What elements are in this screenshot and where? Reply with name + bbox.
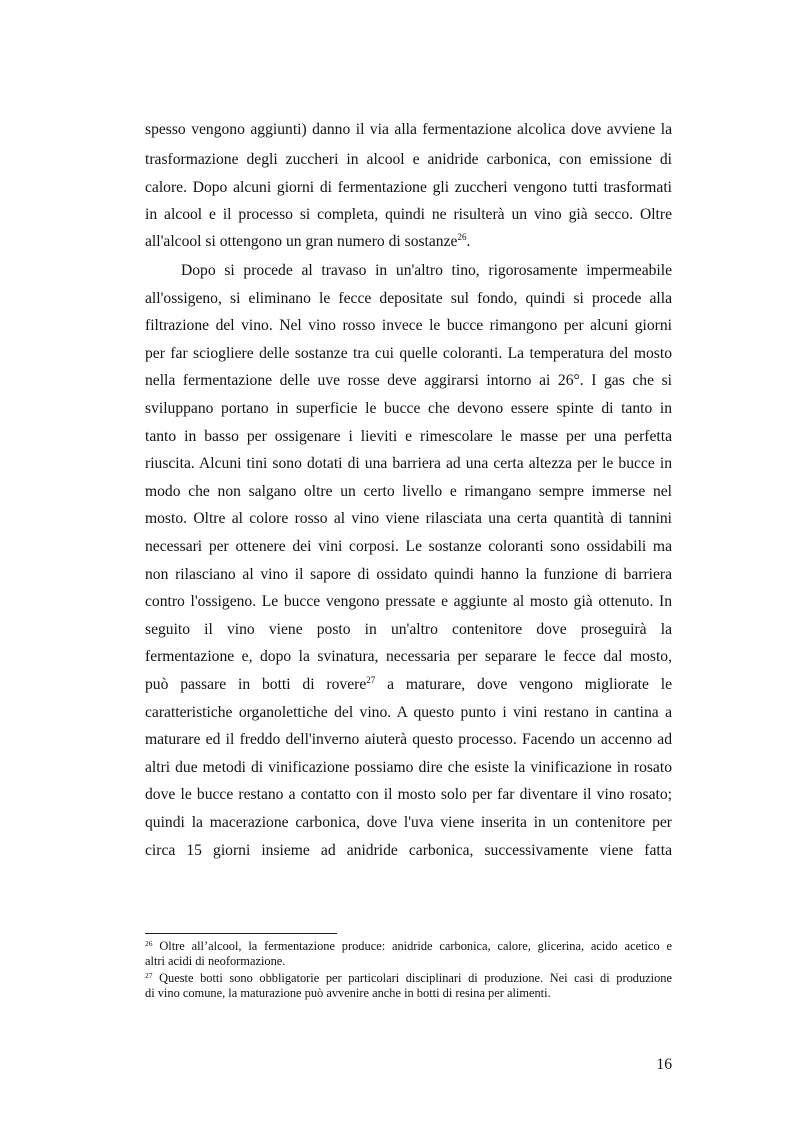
- page-number: 16: [656, 1056, 672, 1073]
- body-line: fermentazione e, dopo la svinatura, necessaria per separare le fecce dal mosto,: [145, 648, 672, 665]
- footnote-ref[interactable]: 26: [457, 232, 467, 242]
- body-line: trasformazione degli zuccheri in alcool e anidride carbonica, con emissione di: [145, 151, 672, 168]
- footnote-number: 27: [145, 971, 153, 980]
- body-line: caratteristiche organolettiche del vino. A questo punto i vini restano in cantina a: [145, 704, 672, 721]
- body-line: necessari per ottenere dei vini corposi. Le sostanze coloranti sono ossidabili ma: [145, 538, 672, 555]
- body-line: può passare in botti di rovere$^{27}$ a maturare, dove vengono migliorate le: [145, 675, 672, 693]
- body-line: contro l'ossigeno. Le bucce vengono pressate e aggiunte al mosto già ottenuto. In: [145, 593, 672, 610]
- body-line: seguito il vino viene posto in un'altro contenitore dove proseguirà la: [145, 621, 672, 638]
- body-line: non rilasciano al vino il sapore di ossidato quindi hanno la funzione di barriera: [145, 566, 672, 583]
- body-line: dove le bucce restano a contatto con il mosto solo per far diventare il vino rosato;: [145, 786, 672, 803]
- footnote-26-continued: altri acidi di neoformazione.: [145, 954, 286, 968]
- body-line: altri due metodi di vinificazione possiamo dire che esiste la vinificazione in rosato: [145, 759, 672, 776]
- body-line: circa 15 giorni insieme ad anidride carbonica, successivamente viene fatta: [145, 842, 672, 859]
- body-line: quindi la macerazione carbonica, dove l'uva viene inserita in un contenitore per: [145, 814, 672, 831]
- body-line: maturare ed il freddo dell'inverno aiuterà questo processo. Facendo un accenno ad: [145, 731, 672, 748]
- footnote-number: 26: [145, 939, 153, 948]
- body-line: calore. Dopo alcuni giorni di fermentazione gli zuccheri vengono tutti trasformati: [145, 179, 672, 196]
- body-line: per far sciogliere delle sostanze tra cui quelle coloranti. La temperatura del mosto: [145, 345, 672, 362]
- body-line: tanto in basso per ossigenare i lieviti e rimescolare le masse per una perfetta: [145, 428, 672, 445]
- body-line: spesso vengono aggiunti) danno il via alla fermentazione alcolica dove avviene la: [145, 121, 672, 138]
- footnote-27: $^{27}$ Queste botti sono obbligatorie per particolari disciplinari di produzione. Nei casi di produzione: [145, 971, 672, 985]
- body-line: in alcool e il processo si completa, quindi ne risulterà un vino già secco. Oltre: [145, 206, 672, 223]
- footnote-divider: [145, 933, 337, 934]
- body-line: all'alcool si ottengono un gran numero di sostanze$^{26}$.: [145, 232, 471, 250]
- body-line: riuscita. Alcuni tini sono dotati di una barriera ad una certa altezza per le bucce in: [145, 455, 672, 472]
- body-line: sviluppano portano in superficie le bucce che devono essere spinte di tanto in: [145, 400, 672, 417]
- body-line: nella fermentazione delle uve rosse deve aggirarsi intorno ai 26°. I gas che si: [145, 372, 672, 389]
- footnote-ref[interactable]: 27: [366, 675, 376, 685]
- footnote-27-continued: di vino comune, la maturazione può avvenire anche in botti di resina per alimenti.: [145, 986, 551, 1000]
- body-line: all'ossigeno, si eliminano le fecce depositate sul fondo, quindi si procede alla: [145, 290, 672, 307]
- body-line: filtrazione del vino. Nel vino rosso invece le bucce rimangono per alcuni giorni: [145, 317, 672, 334]
- body-line: Dopo si procede al travaso in un'altro tino, rigorosamente impermeabile: [181, 262, 672, 279]
- footnote-26: $^{26}$ Oltre all’alcool, la fermentazione produce: anidride carbonica, calore, glicerina, acido acetico e: [145, 939, 672, 953]
- body-line: mosto. Oltre al colore rosso al vino viene rilasciata una certa quantità di tannini: [145, 510, 672, 527]
- body-line: modo che non salgano oltre un certo livello e rimangano sempre immerse nel: [145, 483, 672, 500]
